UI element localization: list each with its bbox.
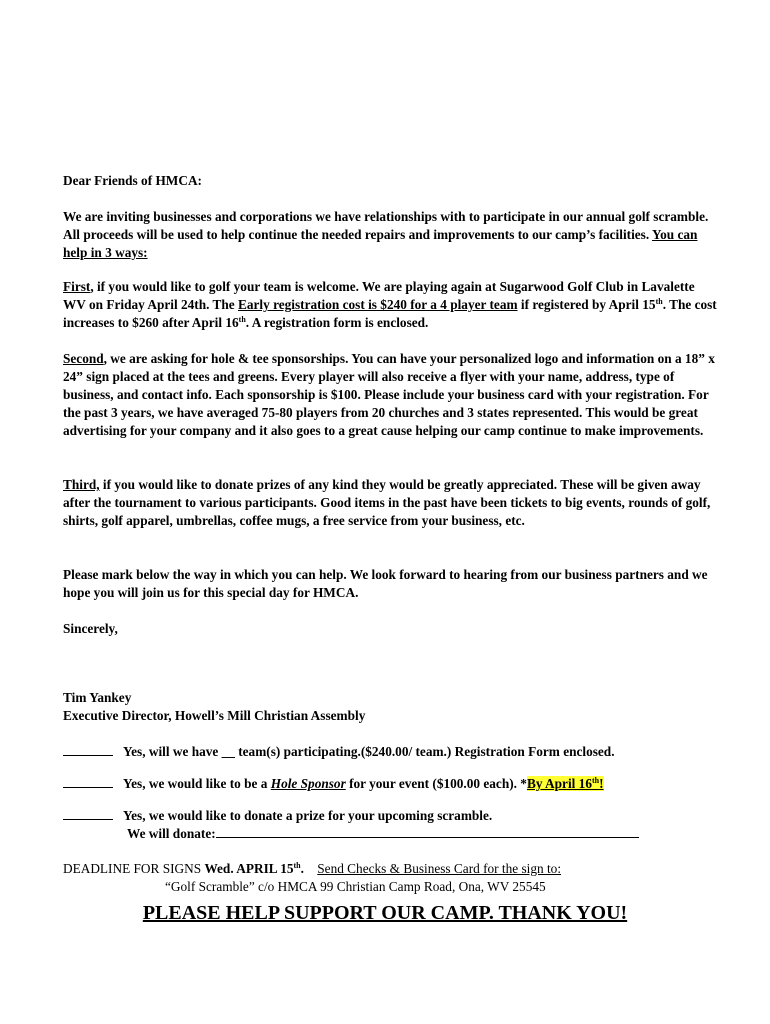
first-label: First [63,279,91,294]
option-sponsor [63,775,723,793]
second-paragraph [63,350,718,440]
donate-row [127,825,770,843]
third-text: if you would like to donate prizes of any kind they would be greatly appreciated. These will be given away after the tournament to various participants. Good items in the past have been tickets to big events, rounds of golf, shirts, golf apparel, umbrellas, coffee mugs, a free service from your business, etc. [63,477,711,528]
first-paragraph [63,278,718,332]
sponsor-deadline-highlight [527,776,604,791]
option-prize-text: Yes, we would like to donate a prize for your upcoming scramble. [123,808,493,823]
deadline-date [204,861,304,876]
first-text-3: . The cost increases to $260 after April 16 [63,297,717,330]
sponsor-deadline-sup: th [591,776,600,785]
donate-fill-line[interactable] [216,825,639,838]
sign-off: Sincerely, [63,621,118,636]
option-team [63,743,723,761]
deadline-line [63,860,723,878]
first-sup-1: th [655,297,663,306]
early-registration-cost: Early registration cost is $240 for a 4 player team [237,297,518,312]
deadline-date-text: Wed. APRIL 15 [204,861,294,876]
send-text: Send Checks & Business Card for the sign to: [317,861,562,876]
first-text-1: , if you would like to golf your team is welcome. We are playing again at Sugarwood Golf Club in Lavalette WV on Friday April 24th. The [63,279,695,312]
first-text-4: . A registration form is enclosed. [245,315,429,330]
closing-banner: PLEASE HELP SUPPORT OUR CAMP. THANK YOU! [142,902,628,924]
signer-title: Executive Director, Howell’s Mill Christian Assembly [63,708,366,723]
deadline-sup: th [293,861,301,870]
intro-text: We are inviting businesses and corporations we have relationships with to participate in our annual golf scramble. All proceeds will be used to help continue the needed repairs and improvements to our camp’s facilities. [63,209,709,242]
option-prize [63,807,723,825]
closing-paragraph: Please mark below the way in which you can help. We look forward to hearing from our business partners and we hope you will join us for this special day for HMCA. [63,567,708,600]
deadline-dot: . [300,861,304,876]
sponsor-text-post: for your event ($100.00 each). * [345,776,527,791]
third-paragraph [63,476,718,530]
team-checkbox-line[interactable] [63,744,113,756]
first-sup-2: th [238,315,246,324]
first-text-2: if registered by April 15 [517,297,656,312]
sponsor-checkbox-line[interactable] [63,776,113,788]
deadline-pre: DEADLINE FOR SIGNS [63,861,205,876]
sponsor-deadline-text: By April 16 [526,776,592,791]
intro-underlined: You can help in 3 ways: [63,227,698,260]
sponsor-text-pre: Yes, we would like to be a [123,776,271,791]
signer-name: Tim Yankey [63,690,132,705]
sponsor-deadline-bang: ! [599,776,604,791]
second-text: , we are asking for hole & tee sponsorships. You can have your personalized logo and information on a 18” x 24” sign placed at the tees and greens. Every player will also receive a flyer with your name, address, type of business, and contact info. Each sponsorship is $100. Please include your business card with your registration. For the past 3 years, we have averaged 75-80 players from 20 churches and 3 states represented. This would be great advertising for your company and it also goes to a great cause helping our camp continue to make improvements. [63,351,715,438]
prize-checkbox-line[interactable] [63,808,113,820]
option-team-text: Yes, will we have __ team(s) participating.($240.00/ team.) Registration Form enclosed. [123,744,615,759]
salutation: Dear Friends of HMCA: [63,173,202,188]
mailing-address: “Golf Scramble” c/o HMCA 99 Christian Camp Road, Ona, WV 25545 [165,879,546,894]
donate-label: We will donate: [127,826,216,841]
second-label: Second [63,351,104,366]
intro-paragraph [63,208,718,262]
third-label: Third, [63,477,100,492]
hole-sponsor-text: Hole Sponsor [270,776,346,791]
